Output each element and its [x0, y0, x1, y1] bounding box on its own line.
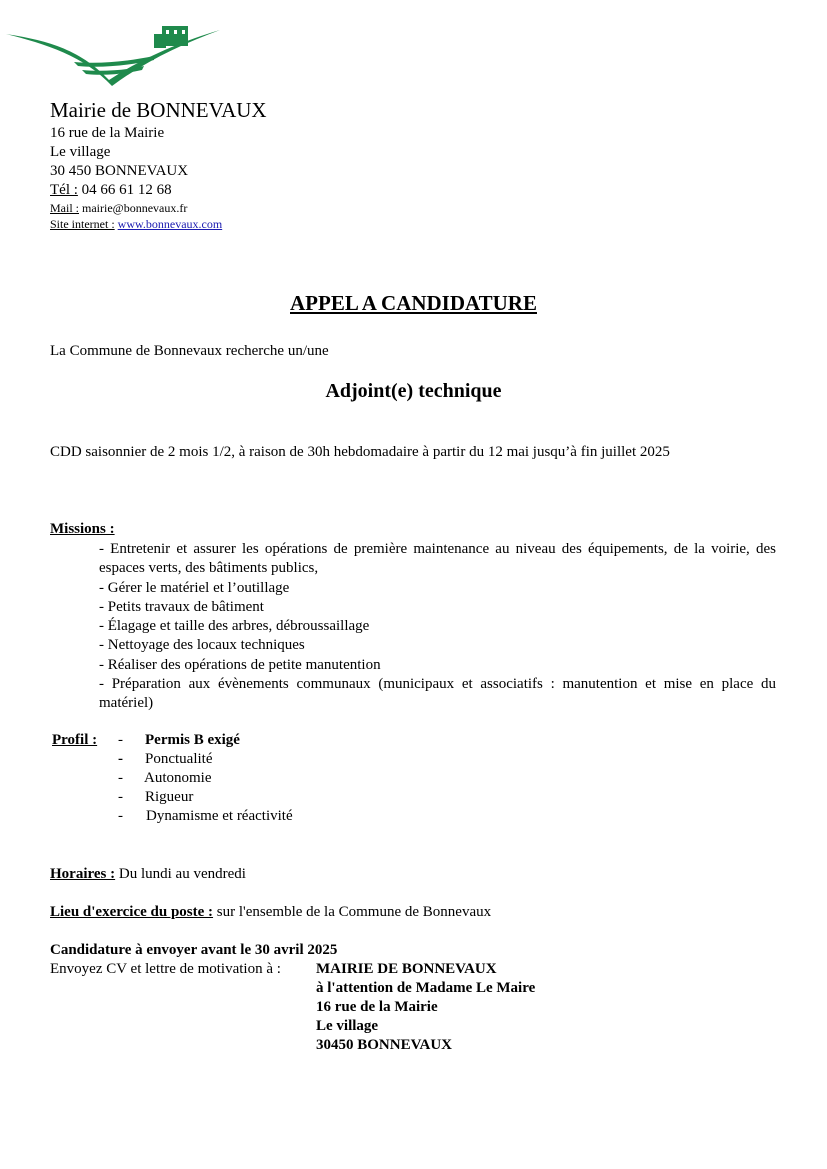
site-line — [50, 217, 222, 232]
send-address-line: MAIRIE DE BONNEVAUX — [316, 961, 497, 977]
deadline-text: Candidature à envoyer avant le 30 avril 2025 — [50, 942, 338, 958]
missions-label: Missions : — [50, 521, 115, 537]
send-address-line: à l'attention de Madame Le Maire — [316, 980, 536, 996]
send-intro: Envoyez CV et lettre de motivation à : — [50, 961, 281, 977]
mission-item: - Préparation aux évènements communaux (municipaux et associatifs : manutention et mise en place du matériel) — [99, 676, 776, 712]
horaires-line — [50, 866, 246, 883]
address-line: 30 450 BONNEVAUX — [50, 163, 189, 179]
profil-label: Profil : — [52, 732, 98, 748]
phone-line — [50, 181, 172, 200]
mail-value: mairie@bonnevaux.fr — [82, 201, 188, 215]
mission-item: - Petits travaux de bâtiment — [99, 598, 264, 615]
address-line: Le village — [50, 144, 111, 160]
profil-bullet: - — [118, 751, 123, 767]
profil-item: Rigueur — [145, 789, 194, 805]
profil-bullet: - — [118, 789, 123, 805]
job-title: Adjoint(e) technique — [325, 380, 502, 402]
mission-item: - Gérer le matériel et l’outillage — [99, 579, 290, 596]
lieu-line — [50, 904, 491, 921]
send-address-line: 30450 BONNEVAUX — [316, 1037, 452, 1053]
horaires-label: Horaires : — [50, 866, 116, 882]
send-address-line: 16 rue de la Mairie — [316, 999, 438, 1015]
profil-bullet: - — [118, 808, 123, 824]
lieu-label: Lieu d'exercice du poste : — [50, 904, 214, 920]
tel-label: Tél : — [50, 182, 78, 198]
mail-label: Mail : — [50, 201, 79, 215]
profil-item: Autonomie — [144, 770, 212, 786]
mairie-logo — [4, 20, 224, 90]
mission-item: - Réaliser des opérations de petite manutention — [99, 656, 381, 673]
horaires-value: Du lundi au vendredi — [118, 866, 246, 882]
lieu-value: sur l'ensemble de la Commune de Bonnevaux — [216, 904, 492, 920]
mail-line — [50, 201, 187, 216]
address-line: 16 rue de la Mairie — [50, 125, 165, 141]
tel-value: 04 66 61 12 68 — [81, 182, 172, 198]
page-title: APPEL A CANDIDATURE — [290, 291, 537, 315]
site-label: Site internet : — [50, 217, 115, 231]
mission-item: - Nettoyage des locaux techniques — [99, 637, 305, 654]
mission-item: - Élagage et taille des arbres, débroussaillage — [99, 618, 370, 635]
mairie-name: Mairie de BONNEVAUX — [50, 98, 267, 122]
mission-item: - Entretenir et assurer les opérations de première maintenance au niveau des équipements, de la voirie, des espaces verts, des bâtiments publics, — [99, 541, 776, 577]
site-link[interactable]: www.bonnevaux.com — [117, 217, 223, 231]
profil-item: Dynamisme et réactivité — [146, 808, 293, 824]
profil-bullet: - — [118, 732, 123, 748]
contract-text: CDD saisonnier de 2 mois 1/2, à raison de 30h hebdomadaire à partir du 12 mai jusqu’à fin juillet 2025 — [50, 444, 670, 460]
intro-text: La Commune de Bonnevaux recherche un/une — [50, 343, 329, 359]
profil-item: Permis B exigé — [145, 732, 240, 748]
send-address-line: Le village — [316, 1018, 379, 1034]
missions-list — [99, 540, 776, 714]
profil-item: Ponctualité — [145, 751, 213, 767]
profil-bullet: - — [118, 770, 123, 786]
